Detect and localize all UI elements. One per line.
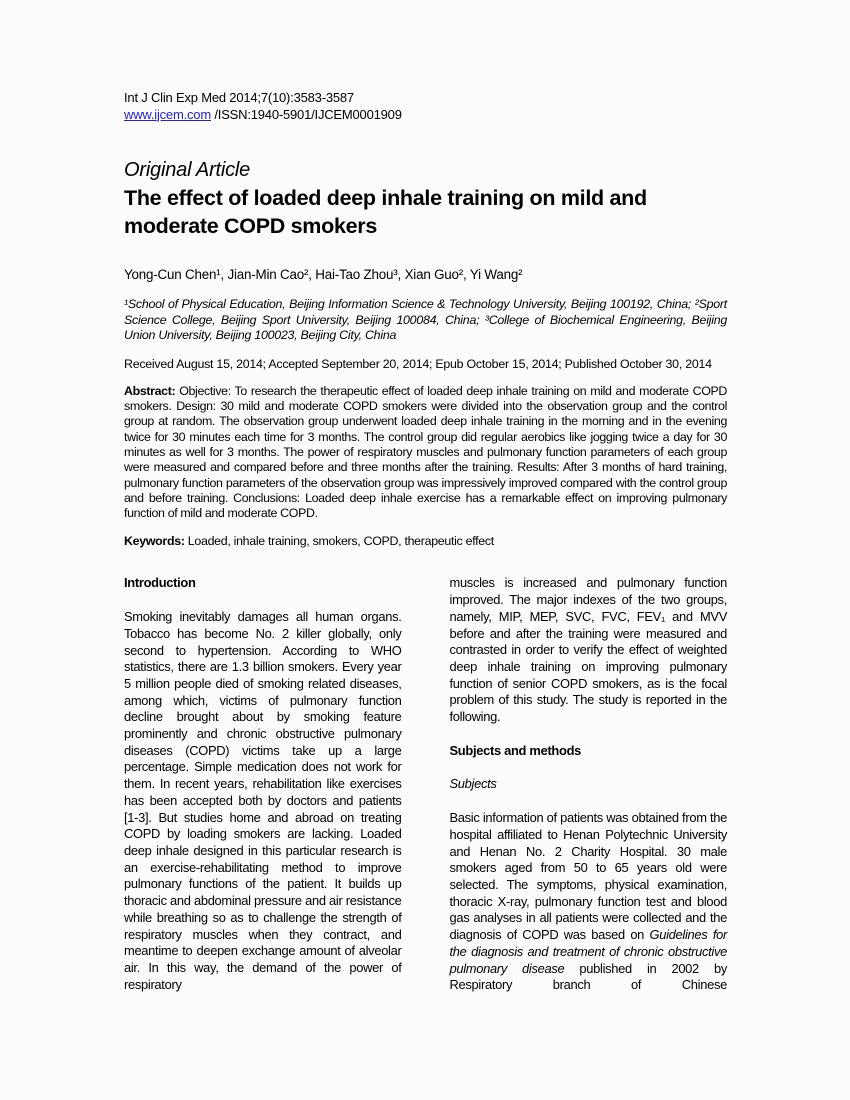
keywords-label: Keywords: (124, 534, 185, 549)
right-column (450, 575, 728, 993)
dates-line: Received August 15, 2014; Accepted September 20, 2014; Epub October 15, 2014; Published October 30, 2014 (124, 356, 712, 371)
keywords-text: Loaded, inhale training, smokers, COPD, therapeutic effect (184, 534, 494, 549)
article-title: The effect of loaded deep inhale training on mild and moderate COPD smokers (124, 186, 647, 238)
left-column (124, 575, 402, 993)
two-column-body (124, 575, 727, 993)
journal-header (124, 90, 727, 123)
subjects-paragraph: Basic information of patients was obtained from the hospital affiliated to Henan Polytechnic University and Henan No. 2 Charity Hospital. 30 male smokers aged from 50 to 65 years old were selected. The symptoms, physical examination, thoracic X-ray, pulmonary function test and blood gas analyses in all patients were collected and the diagnosis of COPD was based on Guidelines for the diagnosis and treatment of chronic obstructive pulmonary disease published in 2002 by Respiratory branch of Chinese (449, 810, 727, 993)
keywords-paragraph (124, 534, 727, 548)
journal-url-link[interactable]: www.ijcem.com (124, 106, 211, 122)
affiliations-text: ¹School of Physical Education, Beijing Information Science & Technology University, Beijing 100192, China; ²Sport Science College, Beijing Sport University, Beijing 100084, China; ³College of Biochemical Engineering, Beijing Union University, Beijing 100023, Beijing City, China (124, 297, 727, 343)
abstract-paragraph (124, 384, 727, 522)
section-heading-subjects-methods: Subjects and methods (449, 742, 582, 758)
subsection-heading-subjects: Subjects (449, 776, 497, 792)
authors-line: Yong-Cun Chen¹, Jian-Min Cao², Hai-Tao Zhou³, Xian Guo², Yi Wang² (124, 267, 523, 282)
abstract-label: Abstract: (124, 383, 176, 398)
section-heading-introduction: Introduction (124, 575, 196, 591)
introduction-paragraph-continued: muscles is increased and pulmonary function improved. The major indexes of the two groups, namely, MIP, MEP, SVC, FVC, FEV₁ and MVV before and after the training were measured and contrasted in order to verify the effect of weighted deep inhale training on improving pulmonary function of senior COPD smokers, as is the focal problem of this study. The study is reported in the following. (449, 575, 727, 725)
journal-citation: Int J Clin Exp Med 2014;7(10):3583-3587 (124, 90, 354, 105)
abstract-text: Objective: To research the therapeutic effect of loaded deep inhale training on mild and moderate COPD smokers. Design: 30 mild and moderate COPD smokers were divided into the observation group and the control group at random. The observation group underwent loaded deep inhale training in the morning and in the evening twice for 30 minutes each time for 3 months. The control group did regular aerobics like jogging twice a day for 30 minutes as well for 3 months. The power of respiratory muscles and pulmonary function parameters of each group were measured and compared before and three months after the training. Results: After 3 months of hard training, pulmonary function parameters of the observation group was impressively improved compared with the control group and before training. Conclusions: Loaded deep inhale exercise has a remarkable effect on improving pulmonary function of mild and moderate COPD. (124, 383, 727, 521)
introduction-paragraph: Smoking inevitably damages all human organs. Tobacco has become No. 2 killer globally, only second to hypertension. According to WHO statistics, there are 1.3 billion smokers. Every year 5 million people died of smoking related diseases, among which, victims of pulmonary function decline brought about by smoking feature prominently and chronic obstructive pulmonary diseases (COPD) victims take up a large percentage. Simple medication does not work for them. In recent years, rehabilitation like exercises has been accepted both by doctors and patients [1-3]. But studies home and abroad on treating COPD by loading smokers are lacking. Loaded deep inhale designed in this particular research is an exercise-rehabilitating method to improve pulmonary functions of the patient. It builds up thoracic and abdominal pressure and air resistance while breathing so as to challenge the strength of respiratory muscles when they contract, and meantime to deepen exchange amount of alveolar air. In this way, the demand of the power of respiratory (124, 609, 402, 992)
article-type-label: Original Article (124, 159, 251, 181)
journal-url-line (124, 107, 727, 124)
journal-issn: /ISSN:1940-5901/IJCEM0001909 (210, 106, 402, 122)
